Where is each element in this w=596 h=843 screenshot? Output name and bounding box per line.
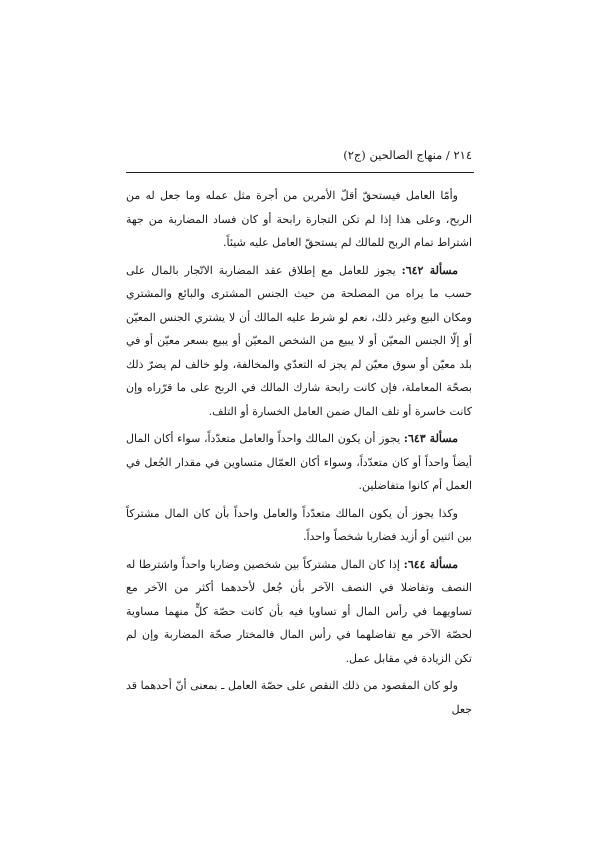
paragraph-text: يجوز أن يكون المالك واحداً والعامل متعدّداً، سواء أكان المال أيضاً واحداً أو كان متعدّداً، وسواء أكان العمّال متساوين في مقدار الجُعل في العمل أم كانوا متفاضلين. — [126, 432, 472, 492]
paragraph — [126, 184, 472, 255]
paragraph-text: ولو كان المقصود من ذلك النقص على حصّة العامل ـ بمعنى أنّ أحدهما قد جعل — [126, 679, 472, 716]
paragraph-text: وكذا يجوز أن يكون المالك متعدّداً والعامل واحداً بأن كان المال مشتركاً بين اثنين أو أزيد فضاربا شخصاً واحداً. — [126, 506, 472, 543]
running-header: ٢١٤ / منهاج الصالحين (ج٢) — [343, 148, 472, 162]
header-divider — [126, 172, 474, 173]
issue-heading: مسألة ٦٤٣: — [403, 432, 458, 445]
page-body — [126, 184, 472, 725]
paragraph — [126, 259, 472, 424]
paragraph — [126, 674, 472, 721]
paragraph — [126, 427, 472, 498]
paragraph — [126, 553, 472, 671]
issue-heading: مسألة ٦٤٢: — [401, 263, 458, 277]
paragraph — [126, 502, 472, 549]
paragraph-text: وأمّا العامل فيستحقّ أقلّ الأمرين من أجرة مثل عمله وما جعل له من الربح، وعلى هذا إذا لم تكن التجارة رابحة أو كان فساد المضاربة من جهة اشتراط تمام الربح للمالك لم يستحقّ العامل عليه شيئاً. — [126, 189, 472, 249]
paragraph-text: يجوز للعامل مع إطلاق عقد المضاربة الاتّجار بالمال على حسب ما يراه من المصلحة من حيث الجنس المشترى والبائع والمشتري ومكان البيع وغير ذلك، نعم لو شرط عليه المالك أن لا يشتري الجنس المعيّن أو إلّا الجنس المعيّن أو لا يبيع من الشخص المعيّن أو يبيع بسعر معيّن أو في بلد معيّن أو سوق معيّن لم يجز له التعدّي والمخالفة، ولو خالف لم يضرّ ذلك بصحّة المعاملة، فإن كانت رابحة شارك المالك في الربح على ما قرّراه وإن كانت خاسرة أو تلف المال ضمن العامل الخسارة أو التلف. — [126, 263, 472, 418]
issue-heading: مسألة ٦٤٤: — [403, 557, 458, 571]
paragraph-text: إذا كان المال مشتركاً بين شخصين وضاربا واحداً واشترطا له النصف وتفاضلا في النصف الآخر بأن جُعل لأحدهما أكثر من الآخر مع تساويهما في رأس المال أو تساويا فيه بأن كانت حصّة كلٍّ منهما مساوية لحصّة الآخر مع تفاضلهما في رأس المال فالمختار صحّة المضاربة وإن لم تكن الزيادة في مقابل عمل. — [126, 557, 472, 665]
